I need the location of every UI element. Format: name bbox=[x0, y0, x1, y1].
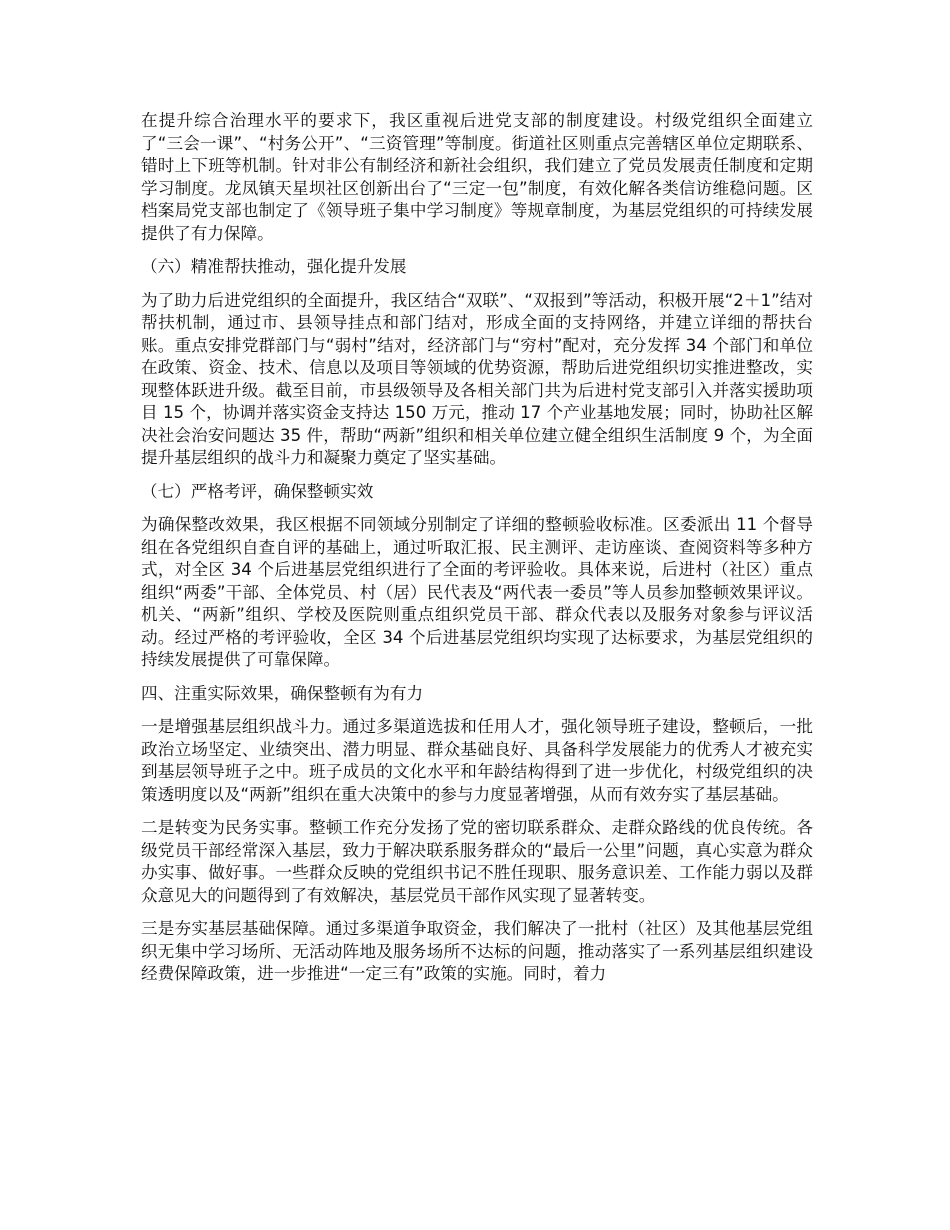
paragraph-institution-building: 在提升综合治理水平的要求下，我区重视后进党支部的制度建设。村级党组织全面建立了“三会一课”、“村务公开”、“三资管理”等制度。街道社区则重点完善辖区单位定期联系、错时上下班等机制。针对非公有制经济和新社会组织，我们建立了党员发展责任制度和定期学习制度。龙凤镇天星坝社区创新出台了“三定一包”制度，有效化解各类信访维稳问题。区档案局党支部也制定了《领导班子集中学习制度》等规章制度，为基层党组织的可持续发展提供了有力保障。 bbox=[141, 111, 813, 243]
section-heading-6: （六）精准帮扶推动，强化提升发展 bbox=[141, 257, 407, 276]
paragraph-point-two: 二是转变为民务实事。整顿工作充分发扬了党的密切联系群众、走群众路线的优良传统。各级党员干部经常深入基层，致力于解决联系服务群众的“最后一公里”问题，真心实意为群众办实事、做好事。一些群众反映的党组织书记不胜任现职、服务意识差、工作能力弱以及群众意见大的问题得到了有效解决，基层党员干部作风实现了显著转变。 bbox=[141, 818, 813, 905]
paragraph-point-one: 一是增强基层组织战斗力。通过多渠道选拔和任用人才，强化领导班子建设，整顿后，一批政治立场坚定、业绩突出、潜力明显、群众基础良好、具备科学发展能力的优秀人才被充实到基层领导班子之中。班子成员的文化水平和年龄结构得到了进一步优化，村级党组织的决策透明度以及“两新”组织在重大决策中的参与力度显著增强，从而有效夯实了基层基础。 bbox=[141, 717, 813, 804]
section-heading-4: 四、注重实际效果，确保整顿有为有力 bbox=[141, 683, 424, 703]
paragraph-targeted-assistance: 为了助力后进党组织的全面提升，我区结合“双联”、“双报到”等活动，积极开展“2＋1”结对帮扶机制，通过市、县领导挂点和部门结对，形成全面的支持网络，并建立详细的帮扶台账。重点安排党群部门与“弱村”结对，经济部门与“穷村”配对，充分发挥 34 个部门和单位在政策、资金、技术、信息以及项目等领域的优势资源，帮助后进党组织切实推进整改，实现整体跃进升级。截至目前，市县级领导及各相关部门共为后进村党支部引入并落实援助项目 15 个，协调并落实资金支持达 150 万元，推动 17 个产业基地发展；同时，协助社区解决社会治安问题达 35 件，帮助“两新”组织和相关单位建立健全组织生活制度 9 个，为全面提升基层组织的战斗力和凝聚力奠定了坚实基础。 bbox=[141, 290, 813, 467]
section-heading-7: （七）严格考评，确保整顿实效 bbox=[141, 481, 374, 501]
paragraph-point-three: 三是夯实基层基础保障。通过多渠道争取资金，我们解决了一批村（社区）及其他基层党组织无集中学习场所、无活动阵地及服务场所不达标的问题，推动落实了一系列基层组织建设经费保障政策，进一步推进“一定三有”政策的实施。同时，着力 bbox=[141, 919, 813, 983]
document-page bbox=[141, 110, 813, 997]
paragraph-evaluation: 为确保整改效果，我区根据不同领域分别制定了详细的整顿验收标准。区委派出 11 个督导组在各党组织自查自评的基础上，通过听取汇报、民主测评、走访座谈、查阅资料等多种方式，对全区 34 个后进基层党组织进行了全面的考评验收。具体来说，后进村（社区）重点组织“两委”干部、全体党员、村（居）民代表及“两代表一委员”等人员参加整顿效果评议。机关、“两新”组织、学校及医院则重点组织党员干部、群众代表以及服务对象参与评议活动。经过严格的考评验收，全区 34 个后进基层党组织均实现了达标要求，为基层党组织的持续发展提供了可靠保障。 bbox=[141, 515, 813, 669]
